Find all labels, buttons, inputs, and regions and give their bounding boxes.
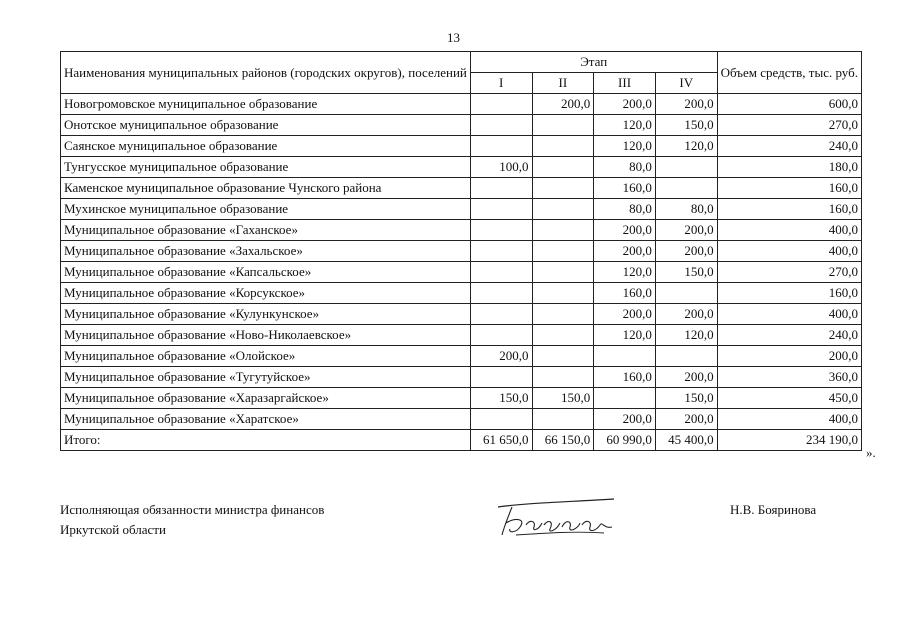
stage-amount-s4: 150,0: [655, 115, 717, 136]
stage-amount-s4: 120,0: [655, 136, 717, 157]
header-stage-1: I: [470, 73, 532, 94]
stage-amount-s3: 60 990,0: [594, 430, 656, 451]
municipality-name: Мухинское муниципальное образование: [61, 199, 471, 220]
signer-name: Н.В. Бояринова: [730, 502, 817, 517]
amount-total: 450,0: [717, 388, 861, 409]
stage-amount-s4: 200,0: [655, 304, 717, 325]
header-stage-3: III: [594, 73, 656, 94]
municipality-name: Саянское муниципальное образование: [61, 136, 471, 157]
stage-amount-s2: [532, 220, 594, 241]
stage-amount-s4: 45 400,0: [655, 430, 717, 451]
municipality-name: Тунгусское муниципальное образование: [61, 157, 471, 178]
stage-amount-s3: 200,0: [594, 94, 656, 115]
header-sum: Объем средств, тыс. руб.: [717, 52, 861, 94]
municipality-name: Муниципальное образование «Гаханское»: [61, 220, 471, 241]
header-name: Наименования муниципальных районов (городских округов), поселений: [61, 52, 471, 94]
table-row: [61, 283, 862, 304]
stage-amount-s3: 80,0: [594, 157, 656, 178]
table-row: [61, 262, 862, 283]
municipality-name: Новогромовское муниципальное образование: [61, 94, 471, 115]
stage-amount-s4: 150,0: [655, 388, 717, 409]
stage-amount-s4: 200,0: [655, 409, 717, 430]
amount-total: 400,0: [717, 241, 861, 262]
handwritten-signature: [486, 493, 621, 543]
stage-amount-s4: 80,0: [655, 199, 717, 220]
municipality-name: Муниципальное образование «Харатское»: [61, 409, 471, 430]
amount-total: 160,0: [717, 199, 861, 220]
table-row: [61, 115, 862, 136]
stage-amount-s4: 200,0: [655, 367, 717, 388]
stage-amount-s2: 150,0: [532, 388, 594, 409]
signer-title-line-2: Иркутской области: [60, 522, 166, 537]
stage-amount-s1: 100,0: [470, 157, 532, 178]
stage-amount-s1: [470, 241, 532, 262]
header-stage-2: II: [532, 73, 594, 94]
amount-total: 180,0: [717, 157, 861, 178]
table-row: [61, 325, 862, 346]
stage-amount-s1: [470, 325, 532, 346]
table-row: [61, 388, 862, 409]
stage-amount-s4: 150,0: [655, 262, 717, 283]
stage-amount-s4: [655, 283, 717, 304]
table-row: [61, 94, 862, 115]
stage-amount-s1: [470, 367, 532, 388]
stage-amount-s1: [470, 199, 532, 220]
stage-amount-s1: 200,0: [470, 346, 532, 367]
stage-amount-s1: [470, 304, 532, 325]
municipality-name: Муниципальное образование «Капсальское»: [61, 262, 471, 283]
stage-amount-s1: 150,0: [470, 388, 532, 409]
amount-total: 160,0: [717, 283, 861, 304]
stage-amount-s2: [532, 283, 594, 304]
stage-amount-s3: 200,0: [594, 241, 656, 262]
municipality-name: Муниципальное образование «Тугутуйское»: [61, 367, 471, 388]
amount-total: 400,0: [717, 409, 861, 430]
stage-amount-s4: 200,0: [655, 220, 717, 241]
stage-amount-s3: 160,0: [594, 283, 656, 304]
stage-amount-s2: [532, 262, 594, 283]
stage-amount-s3: 120,0: [594, 325, 656, 346]
stage-amount-s3: 120,0: [594, 262, 656, 283]
stage-amount-s4: 120,0: [655, 325, 717, 346]
municipality-name: Муниципальное образование «Ново-Николаевское»: [61, 325, 471, 346]
municipality-name: Муниципальное образование «Захальское»: [61, 241, 471, 262]
stage-amount-s4: [655, 157, 717, 178]
amount-total: 234 190,0: [717, 430, 861, 451]
stage-amount-s2: [532, 115, 594, 136]
amount-total: 240,0: [717, 325, 861, 346]
amount-total: 400,0: [717, 220, 861, 241]
table-row: [61, 367, 862, 388]
table-row: [61, 136, 862, 157]
stage-amount-s1: [470, 136, 532, 157]
stage-amount-s3: 120,0: [594, 115, 656, 136]
amount-total: 270,0: [717, 115, 861, 136]
stage-amount-s3: 200,0: [594, 304, 656, 325]
stage-amount-s2: [532, 157, 594, 178]
amount-total: 240,0: [717, 136, 861, 157]
stage-amount-s3: [594, 346, 656, 367]
municipality-name: Муниципальное образование «Кулункунское»: [61, 304, 471, 325]
stage-amount-s3: [594, 388, 656, 409]
stage-amount-s2: [532, 304, 594, 325]
table-row: [61, 220, 862, 241]
stage-amount-s4: 200,0: [655, 94, 717, 115]
stage-amount-s3: 120,0: [594, 136, 656, 157]
municipality-name: Муниципальное образование «Олойское»: [61, 346, 471, 367]
amount-total: 600,0: [717, 94, 861, 115]
stage-amount-s3: 160,0: [594, 367, 656, 388]
stage-amount-s3: 200,0: [594, 220, 656, 241]
stage-amount-s2: [532, 367, 594, 388]
stage-amount-s4: 200,0: [655, 241, 717, 262]
stage-amount-s1: 61 650,0: [470, 430, 532, 451]
signer-title-line-1: Исполняющая обязанности министра финансов: [60, 502, 325, 517]
stage-amount-s4: [655, 346, 717, 367]
table-row: [61, 409, 862, 430]
amount-total: 160,0: [717, 178, 861, 199]
header-stage: Этап: [470, 52, 717, 73]
stage-amount-s1: [470, 283, 532, 304]
table-body: [61, 94, 862, 451]
stage-amount-s4: [655, 178, 717, 199]
amount-total: 400,0: [717, 304, 861, 325]
stage-amount-s2: 66 150,0: [532, 430, 594, 451]
stage-amount-s3: 160,0: [594, 178, 656, 199]
stage-amount-s2: [532, 136, 594, 157]
total-row: [61, 430, 862, 451]
municipality-name: Муниципальное образование «Харазаргайское»: [61, 388, 471, 409]
stage-amount-s2: [532, 325, 594, 346]
signer-title: [60, 500, 324, 540]
municipality-name: Онотское муниципальное образование: [61, 115, 471, 136]
stage-amount-s1: [470, 262, 532, 283]
municipality-name: Каменское муниципальное образование Чунского района: [61, 178, 471, 199]
stage-amount-s3: 80,0: [594, 199, 656, 220]
amount-total: 200,0: [717, 346, 861, 367]
table-row: [61, 199, 862, 220]
stage-amount-s2: [532, 409, 594, 430]
stage-amount-s2: 200,0: [532, 94, 594, 115]
table-row: [61, 346, 862, 367]
stage-amount-s1: [470, 409, 532, 430]
closing-quote: ».: [866, 445, 876, 460]
amount-total: 360,0: [717, 367, 861, 388]
table-row: [61, 241, 862, 262]
stage-amount-s3: 200,0: [594, 409, 656, 430]
stage-amount-s1: [470, 220, 532, 241]
table-row: [61, 157, 862, 178]
stage-amount-s1: [470, 178, 532, 199]
header-stage-4: IV: [655, 73, 717, 94]
municipality-name: Муниципальное образование «Корсукское»: [61, 283, 471, 304]
funding-table: [60, 51, 862, 451]
stage-amount-s2: [532, 178, 594, 199]
table-row: [61, 304, 862, 325]
stage-amount-s1: [470, 115, 532, 136]
page-number: 13: [447, 30, 460, 45]
stage-amount-s1: [470, 94, 532, 115]
stage-amount-s2: [532, 199, 594, 220]
municipality-name: Итого:: [61, 430, 471, 451]
stage-amount-s2: [532, 241, 594, 262]
table-row: [61, 178, 862, 199]
stage-amount-s2: [532, 346, 594, 367]
amount-total: 270,0: [717, 262, 861, 283]
